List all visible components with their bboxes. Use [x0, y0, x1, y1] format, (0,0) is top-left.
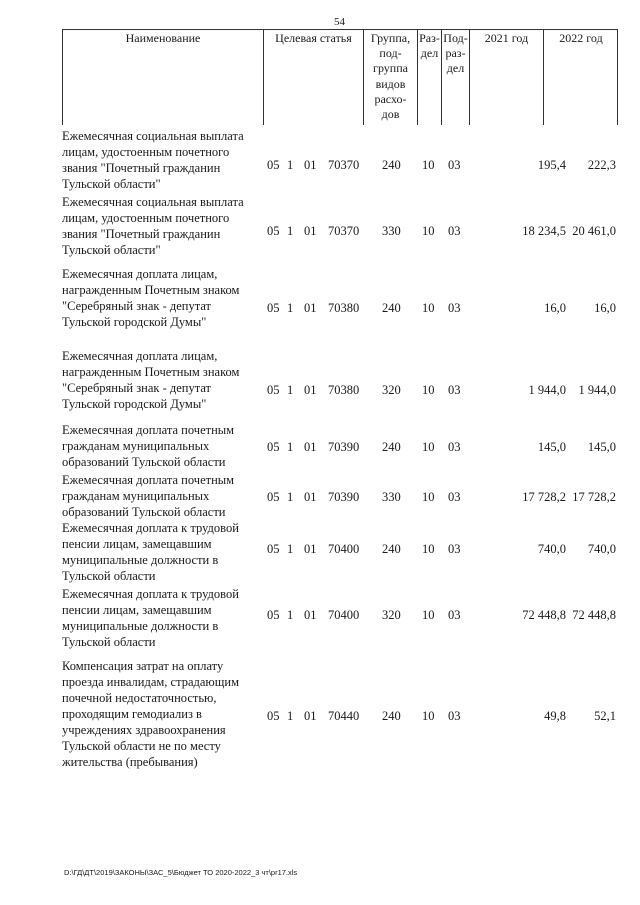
row-name: Ежемесячная социальная выплата лицам, удостоенным почетного звания "Почетный гражданин Тульской области" — [62, 195, 244, 257]
code-part-d: 70370 — [328, 158, 360, 172]
code-part-a: 05 — [267, 158, 280, 172]
group-code: 240 — [382, 440, 401, 454]
row-name: Ежемесячная доплата лицам, награжденным Почетным знаком "Серебряный знак - депутат Тульской городской Думы" — [62, 349, 240, 411]
value-2022: 20 461,0 — [572, 224, 616, 238]
subsection-code: 03 — [448, 490, 461, 504]
row-name: Компенсация затрат на оплату проезда инвалидам, страдающим почечной недостаточностью, проходящим гемодиализ в учреждениях здравоохранения Тульской области не по месту жительства (пребывания) — [62, 659, 239, 769]
subsection-code: 03 — [448, 158, 461, 172]
code-part-b: 1 — [287, 301, 294, 315]
code-part-c: 01 — [304, 542, 317, 556]
code-part-b: 1 — [287, 383, 294, 397]
section-code: 10 — [422, 158, 435, 172]
header-section: Раз- дел — [417, 29, 441, 125]
code-part-d: 70380 — [328, 383, 360, 397]
value-2021: 72 448,8 — [522, 608, 566, 622]
code-part-a: 05 — [267, 709, 280, 723]
section-code: 10 — [422, 490, 435, 504]
code-part-c: 01 — [304, 608, 317, 622]
value-2022: 16,0 — [594, 301, 616, 315]
value-2022: 72 448,8 — [572, 608, 616, 622]
page-number: 54 — [334, 16, 345, 28]
value-2021: 195,4 — [537, 158, 566, 172]
code-part-b: 1 — [287, 158, 294, 172]
code-part-a: 05 — [267, 301, 280, 315]
subsection-code: 03 — [448, 709, 461, 723]
code-part-d: 70400 — [328, 542, 360, 556]
row-name: Ежемесячная доплата почетным гражданам муниципальных образований Тульской области — [62, 423, 235, 469]
row-name: Ежемесячная доплата к трудовой пенсии лицам, замещавшим муниципальные должности в Тульской области — [62, 587, 239, 649]
subsection-code: 03 — [448, 608, 461, 622]
footer-path: D:\ГД\ДТ\2019\ЗАКОНЫ\ЗАС_5\Бюджет ТО 2020-2022_3 чт\pr17.xls — [64, 868, 298, 877]
group-code: 240 — [382, 301, 401, 315]
value-2022: 145,0 — [587, 440, 616, 454]
value-2021: 49,8 — [544, 709, 566, 723]
header-2022: 2022 год — [543, 29, 618, 125]
code-part-a: 05 — [267, 542, 280, 556]
code-part-c: 01 — [304, 490, 317, 504]
group-code: 330 — [382, 224, 401, 238]
section-code: 10 — [422, 542, 435, 556]
group-code: 330 — [382, 490, 401, 504]
subsection-code: 03 — [448, 440, 461, 454]
code-part-d: 70440 — [328, 709, 360, 723]
value-2021: 16,0 — [544, 301, 566, 315]
section-code: 10 — [422, 301, 435, 315]
section-code: 10 — [422, 608, 435, 622]
group-code: 240 — [382, 709, 401, 723]
code-part-d: 70390 — [328, 440, 360, 454]
group-code: 320 — [382, 608, 401, 622]
code-part-c: 01 — [304, 709, 317, 723]
subsection-code: 03 — [448, 301, 461, 315]
code-part-b: 1 — [287, 440, 294, 454]
code-part-a: 05 — [267, 440, 280, 454]
group-code: 240 — [382, 158, 401, 172]
code-part-a: 05 — [267, 224, 280, 238]
value-2022: 17 728,2 — [572, 490, 616, 504]
code-part-b: 1 — [287, 224, 294, 238]
row-name: Ежемесячная социальная выплата лицам, удостоенным почетного звания "Почетный гражданин Тульской области" — [62, 129, 244, 191]
code-part-a: 05 — [267, 608, 280, 622]
value-2021: 1 944,0 — [528, 383, 566, 397]
header-2021: 2021 год — [469, 29, 543, 125]
section-code: 10 — [422, 224, 435, 238]
value-2021: 18 234,5 — [522, 224, 566, 238]
code-part-d: 70400 — [328, 608, 360, 622]
row-name: Ежемесячная доплата лицам, награжденным Почетным знаком "Серебряный знак - депутат Тульской городской Думы" — [62, 267, 240, 329]
code-part-c: 01 — [304, 383, 317, 397]
value-2021: 740,0 — [537, 542, 566, 556]
code-part-c: 01 — [304, 301, 317, 315]
code-part-a: 05 — [267, 490, 280, 504]
value-2022: 1 944,0 — [578, 383, 616, 397]
subsection-code: 03 — [448, 224, 461, 238]
code-part-c: 01 — [304, 158, 317, 172]
value-2022: 222,3 — [587, 158, 616, 172]
code-part-b: 1 — [287, 542, 294, 556]
code-part-b: 1 — [287, 490, 294, 504]
group-code: 240 — [382, 542, 401, 556]
section-code: 10 — [422, 709, 435, 723]
code-part-d: 70370 — [328, 224, 360, 238]
value-2021: 17 728,2 — [522, 490, 566, 504]
code-part-d: 70380 — [328, 301, 360, 315]
subsection-code: 03 — [448, 542, 461, 556]
code-part-d: 70390 — [328, 490, 360, 504]
group-code: 320 — [382, 383, 401, 397]
row-name: Ежемесячная доплата почетным гражданам муниципальных образований Тульской области — [62, 473, 235, 519]
value-2021: 145,0 — [537, 440, 566, 454]
code-part-c: 01 — [304, 440, 317, 454]
subsection-code: 03 — [448, 383, 461, 397]
header-target: Целевая статья — [263, 29, 363, 125]
section-code: 10 — [422, 440, 435, 454]
header-group: Группа, под- группа видов расхо- дов — [363, 29, 417, 125]
header-name: Наименование — [125, 31, 201, 45]
code-part-c: 01 — [304, 224, 317, 238]
header-subsection: Под- раз- дел — [441, 29, 469, 125]
value-2022: 740,0 — [587, 542, 616, 556]
section-code: 10 — [422, 383, 435, 397]
code-part-a: 05 — [267, 383, 280, 397]
value-2022: 52,1 — [594, 709, 616, 723]
code-part-b: 1 — [287, 709, 294, 723]
code-part-b: 1 — [287, 608, 294, 622]
row-name: Ежемесячная доплата к трудовой пенсии лицам, замещавшим муниципальные должности в Тульской области — [62, 521, 239, 583]
